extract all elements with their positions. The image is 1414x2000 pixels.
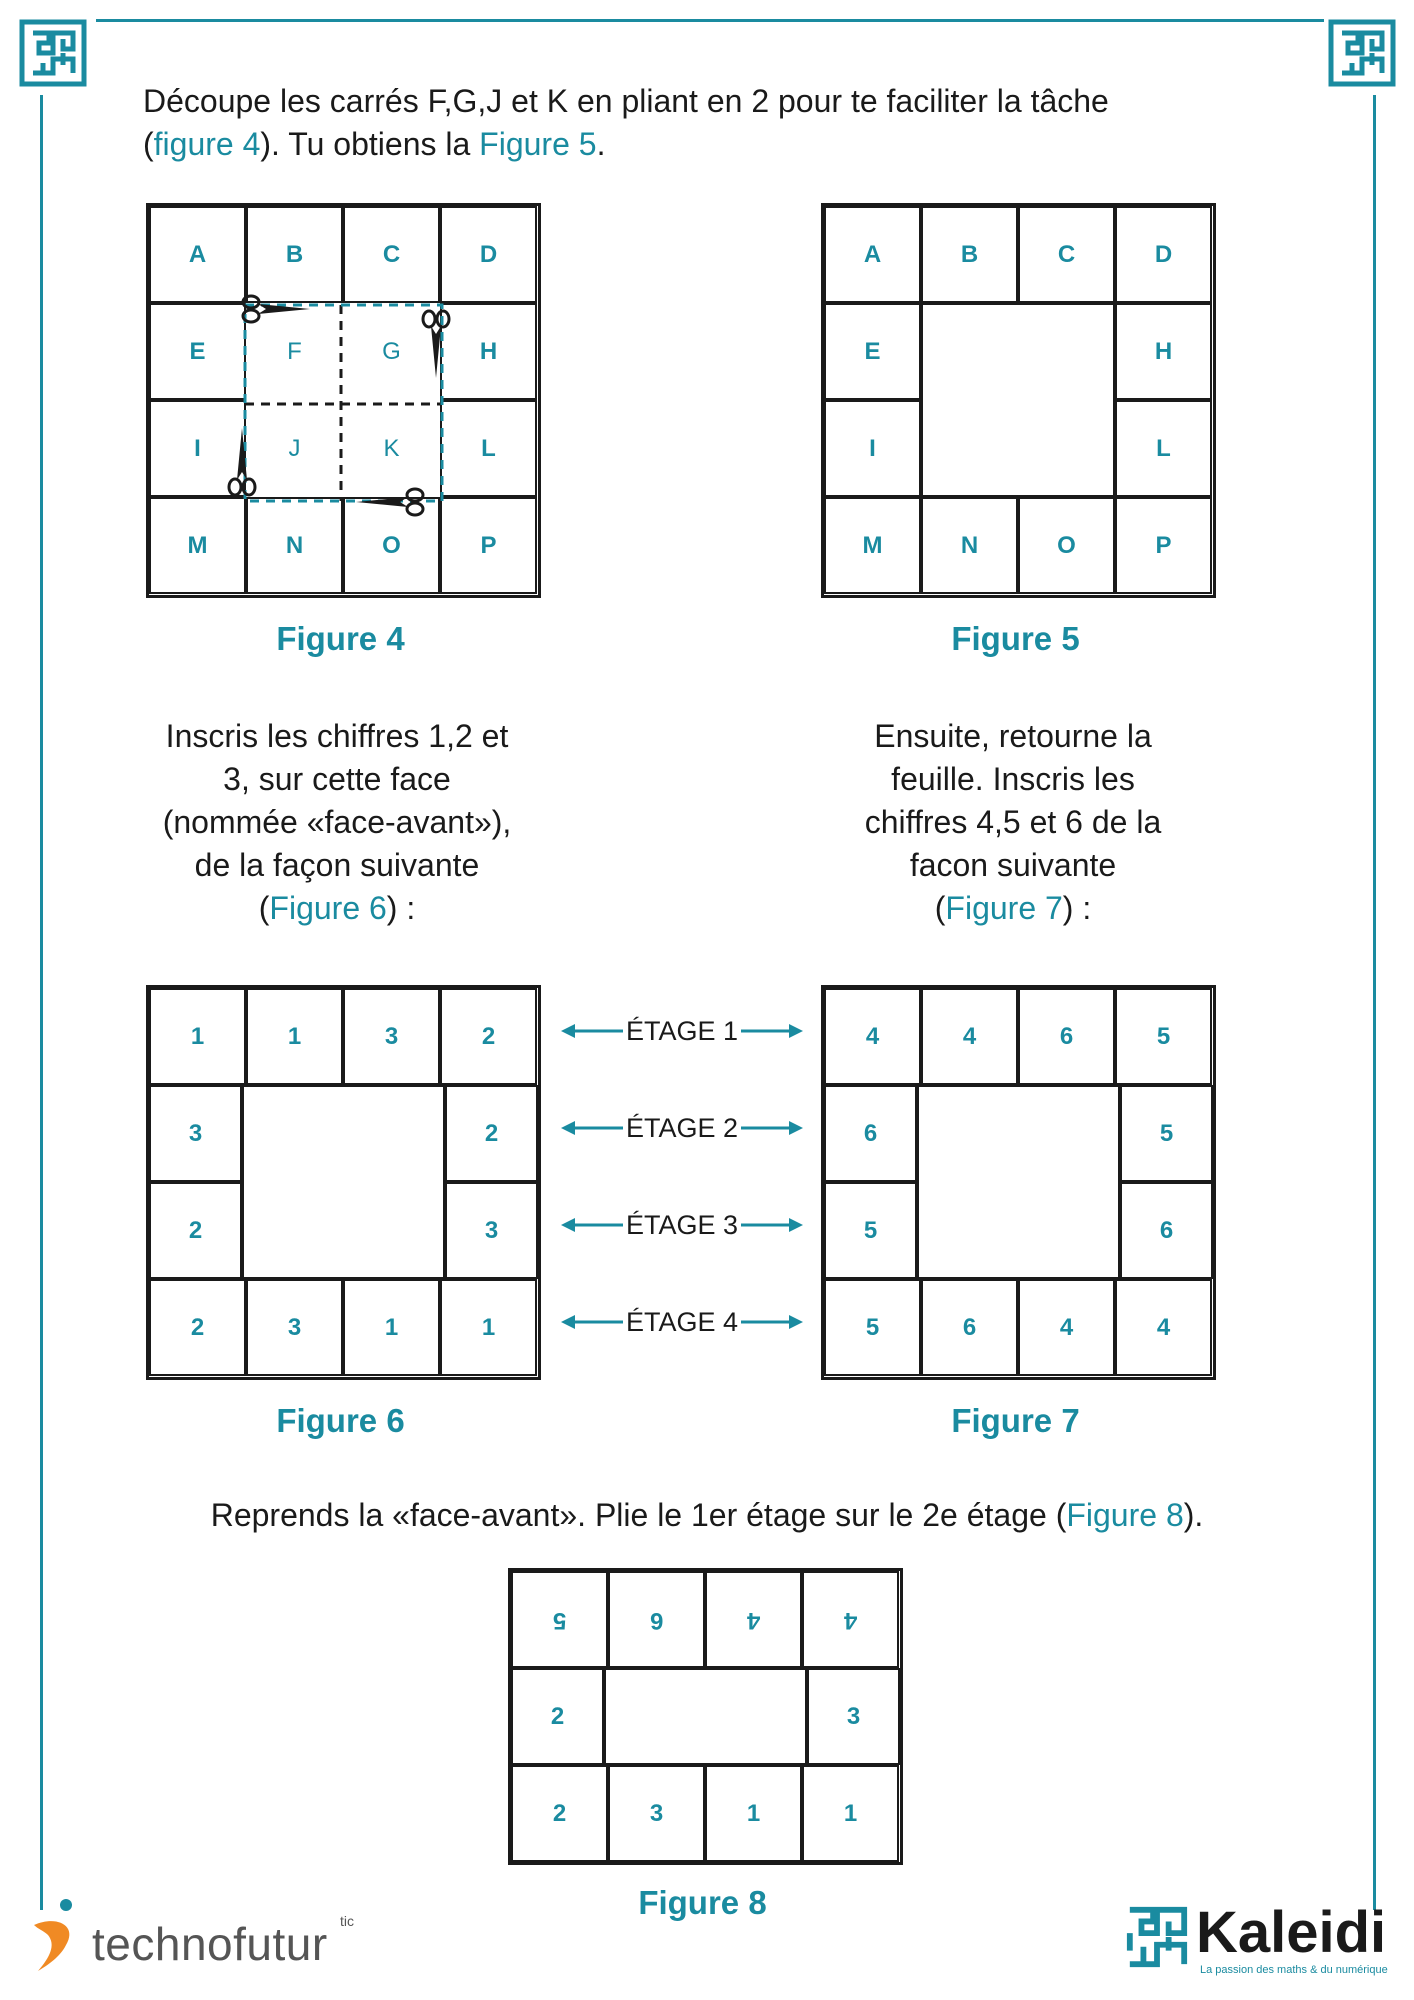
etage-1-cell <box>149 988 246 1085</box>
cell-label: 6 <box>962 1313 977 1341</box>
cell-label: K <box>383 434 400 462</box>
square-n <box>921 497 1018 594</box>
etage-2-cell <box>511 1668 604 1765</box>
cell-label: O <box>382 531 401 559</box>
cell-label: 6 <box>649 1606 664 1634</box>
cell-label: I <box>869 434 876 462</box>
cell-label: D <box>479 240 498 268</box>
cell-label: 4 <box>843 1606 858 1634</box>
etage-4-arrow <box>559 1302 805 1342</box>
cell-label: 4 <box>746 1606 761 1634</box>
cell-label: I <box>194 434 201 462</box>
square-p <box>1115 497 1212 594</box>
instruction-text: Reprends la «face-avant». Plie le 1er étage sur le 2e étage ( <box>210 1497 1067 1533</box>
technofutur-wordmark: technofutur <box>92 1918 328 1970</box>
instruction-line <box>796 887 1230 930</box>
etage-2-cell <box>1120 1085 1213 1182</box>
figure-7-grid <box>821 985 1216 1380</box>
etage-4-cell <box>149 1279 246 1376</box>
cell-label: 4 <box>865 1022 880 1050</box>
square-m <box>824 497 921 594</box>
cut-out-hole <box>921 303 1115 497</box>
instruction-line: de la façon suivante <box>194 847 480 883</box>
figure-5-label: Figure 5 <box>951 620 1080 657</box>
frame-left-line <box>40 95 43 1910</box>
cell-label: L <box>1156 434 1171 462</box>
scissors-icon <box>420 308 452 380</box>
etage-4-cell <box>1115 1279 1212 1376</box>
etage-1-cell <box>1115 988 1212 1085</box>
cell-label: 3 <box>384 1022 399 1050</box>
etage-3-cell <box>824 1182 917 1279</box>
instruction-line: 3, sur cette face <box>223 761 451 797</box>
cell-label: F <box>287 337 302 365</box>
figure-8-label: Figure 8 <box>638 1884 767 1921</box>
bottom-etage-cell <box>511 1765 608 1862</box>
instruction-text: ) : <box>1062 890 1092 926</box>
etage-4-cell <box>921 1279 1018 1376</box>
cell-label: C <box>1057 240 1076 268</box>
cell-label: 5 <box>865 1313 880 1341</box>
face-arriere-instructions <box>796 715 1230 930</box>
etage-1-cell <box>440 988 537 1085</box>
figure-7-label: Figure 7 <box>951 1402 1080 1439</box>
technofutur-flame-icon <box>26 1895 88 1975</box>
instruction-line: (nommée «face-avant»), <box>162 804 512 840</box>
cell-label: 5 <box>863 1216 878 1244</box>
kaleidi-tagline: La passion des maths & du numérique <box>1200 1964 1388 1976</box>
cell-label: O <box>1057 531 1076 559</box>
etage-4-cell <box>246 1279 343 1376</box>
cell-label: 3 <box>649 1799 664 1827</box>
frame-right-line <box>1373 95 1376 1910</box>
etage-1-cell <box>921 988 1018 1085</box>
kaleidi-pattern-icon <box>1124 1904 1190 1970</box>
cell-label: C <box>382 240 401 268</box>
folded-etage-cell <box>705 1571 802 1668</box>
etage-3-label: ÉTAGE 3 <box>623 1210 741 1240</box>
cut-out-hole <box>917 1085 1120 1279</box>
etage-3-arrow <box>559 1205 805 1245</box>
kaleidi-logo <box>1124 1900 1394 1980</box>
instruction-line <box>120 887 554 930</box>
cell-label: 6 <box>863 1119 878 1147</box>
etage-1-label: ÉTAGE 1 <box>623 1016 741 1046</box>
cell-label: A <box>188 240 207 268</box>
cell-label: N <box>285 531 304 559</box>
etage-2-label: ÉTAGE 2 <box>623 1113 741 1143</box>
cell-label: 5 <box>1156 1022 1171 1050</box>
cell-label: H <box>1154 337 1173 365</box>
etage-2-cell <box>824 1085 917 1182</box>
etage-1-cell <box>824 988 921 1085</box>
figure-6-grid <box>146 985 541 1380</box>
instruction-line: facon suivante <box>909 847 1117 883</box>
instruction-line: Inscris les chiffres 1,2 et <box>165 718 509 754</box>
figure-5-grid <box>821 203 1216 598</box>
cell-label: N <box>960 531 979 559</box>
frame-top-line <box>96 19 1324 22</box>
cell-label: 2 <box>481 1022 496 1050</box>
cell-label: 1 <box>746 1799 761 1827</box>
cell-label: 4 <box>1156 1313 1171 1341</box>
cell-label: 4 <box>962 1022 977 1050</box>
figure-6-reference: Figure 6 <box>269 890 387 926</box>
figure-8-reference: Figure 8 <box>1066 1497 1184 1533</box>
face-avant-instructions <box>120 715 554 930</box>
kaleidi-wordmark: Kaleidi <box>1196 1900 1387 1965</box>
cell-label: 5 <box>552 1606 567 1634</box>
etage-2-cell <box>445 1085 538 1182</box>
etage-4-cell <box>1018 1279 1115 1376</box>
folded-etage-cell <box>608 1571 705 1668</box>
square-a <box>824 206 921 303</box>
cell-label: 3 <box>846 1702 861 1730</box>
folded-etage-cell <box>511 1571 608 1668</box>
etage-1-cell <box>1018 988 1115 1085</box>
corner-ornament-icon <box>1328 19 1396 87</box>
etage-3-cell <box>445 1182 538 1279</box>
instruction-text: ). <box>1183 1497 1204 1533</box>
etage-4-label: ÉTAGE 4 <box>623 1307 741 1337</box>
cell-label: B <box>285 240 304 268</box>
cell-label: P <box>1155 531 1172 559</box>
cell-label: 1 <box>843 1799 858 1827</box>
instruction-text: ( <box>258 890 270 926</box>
cell-label: P <box>480 531 497 559</box>
cut-out-hole <box>242 1085 445 1279</box>
etage-3-cell <box>1120 1182 1213 1279</box>
fold-instruction <box>100 1494 1314 1537</box>
cell-label: 2 <box>190 1313 205 1341</box>
figure-4-cut-lines <box>146 203 541 598</box>
scissors-icon <box>226 426 258 498</box>
cell-label: M <box>862 531 883 559</box>
cell-label: 1 <box>384 1313 399 1341</box>
etage-4-cell <box>824 1279 921 1376</box>
cell-label: E <box>189 337 206 365</box>
bottom-etage-cell <box>608 1765 705 1862</box>
cell-label: B <box>960 240 979 268</box>
intro-text: ( <box>143 126 154 162</box>
scissors-icon <box>354 486 426 518</box>
square-b <box>921 206 1018 303</box>
figure-8-grid <box>508 1568 903 1865</box>
etage-2-arrow <box>559 1108 805 1148</box>
scissors-icon <box>240 293 312 325</box>
cell-label: 4 <box>1059 1313 1074 1341</box>
figure-4-label: Figure 4 <box>276 620 405 657</box>
etage-1-cell <box>343 988 440 1085</box>
cell-label: H <box>479 337 498 365</box>
cell-label: J <box>288 434 301 462</box>
instruction-line: feuille. Inscris les <box>891 761 1135 797</box>
etage-4-cell <box>440 1279 537 1376</box>
cell-label: 1 <box>481 1313 496 1341</box>
cell-label: 2 <box>552 1799 567 1827</box>
square-o <box>1018 497 1115 594</box>
cell-label: 3 <box>287 1313 302 1341</box>
etage-1-cell <box>246 988 343 1085</box>
technofutur-logo <box>26 1895 366 1975</box>
square-e <box>824 303 921 400</box>
cell-label: 5 <box>1159 1119 1174 1147</box>
square-d <box>1115 206 1212 303</box>
instruction-text: ( <box>934 890 946 926</box>
cell-label: M <box>187 531 208 559</box>
cell-label: 1 <box>287 1022 302 1050</box>
figure-7-reference: Figure 7 <box>945 890 1063 926</box>
square-i <box>824 400 921 497</box>
folded-etage-cell <box>802 1571 899 1668</box>
cell-label: 1 <box>190 1022 205 1050</box>
cell-label: 2 <box>484 1119 499 1147</box>
square-l <box>1115 400 1212 497</box>
bottom-etage-cell <box>705 1765 802 1862</box>
intro-line-2 <box>143 123 1293 166</box>
etage-3-cell <box>149 1182 242 1279</box>
etage-2-cell <box>149 1085 242 1182</box>
cell-label: 2 <box>550 1702 565 1730</box>
etage-1-arrow <box>559 1011 805 1051</box>
etage-2-cell <box>807 1668 900 1765</box>
figure-4-reference: figure 4 <box>153 126 261 162</box>
intro-line-1: Découpe les carrés F,G,J et K en pliant en 2 pour te faciliter la tâche <box>143 83 1109 119</box>
cell-label: A <box>863 240 882 268</box>
cut-out-hole <box>604 1668 807 1765</box>
cell-label: 3 <box>484 1216 499 1244</box>
cell-label: 6 <box>1159 1216 1174 1244</box>
figure-5-reference: Figure 5 <box>479 126 597 162</box>
cell-label: 2 <box>188 1216 203 1244</box>
instruction-line: chiffres 4,5 et 6 de la <box>864 804 1162 840</box>
square-c <box>1018 206 1115 303</box>
cell-label: G <box>382 337 401 365</box>
intro-text: . <box>596 126 606 162</box>
square-h <box>1115 303 1212 400</box>
intro-text: ). Tu obtiens la <box>260 126 480 162</box>
intro-paragraph <box>143 80 1293 166</box>
cell-label: 3 <box>188 1119 203 1147</box>
cell-label: 6 <box>1059 1022 1074 1050</box>
technofutur-superscript: tic <box>340 1913 354 1929</box>
corner-ornament-icon <box>19 19 87 87</box>
cell-label: D <box>1154 240 1173 268</box>
cell-label: E <box>864 337 881 365</box>
bottom-etage-cell <box>802 1765 899 1862</box>
etage-4-cell <box>343 1279 440 1376</box>
figure-6-label: Figure 6 <box>276 1402 405 1439</box>
instruction-line: Ensuite, retourne la <box>874 718 1152 754</box>
instruction-text: ) : <box>386 890 416 926</box>
cell-label: L <box>481 434 496 462</box>
